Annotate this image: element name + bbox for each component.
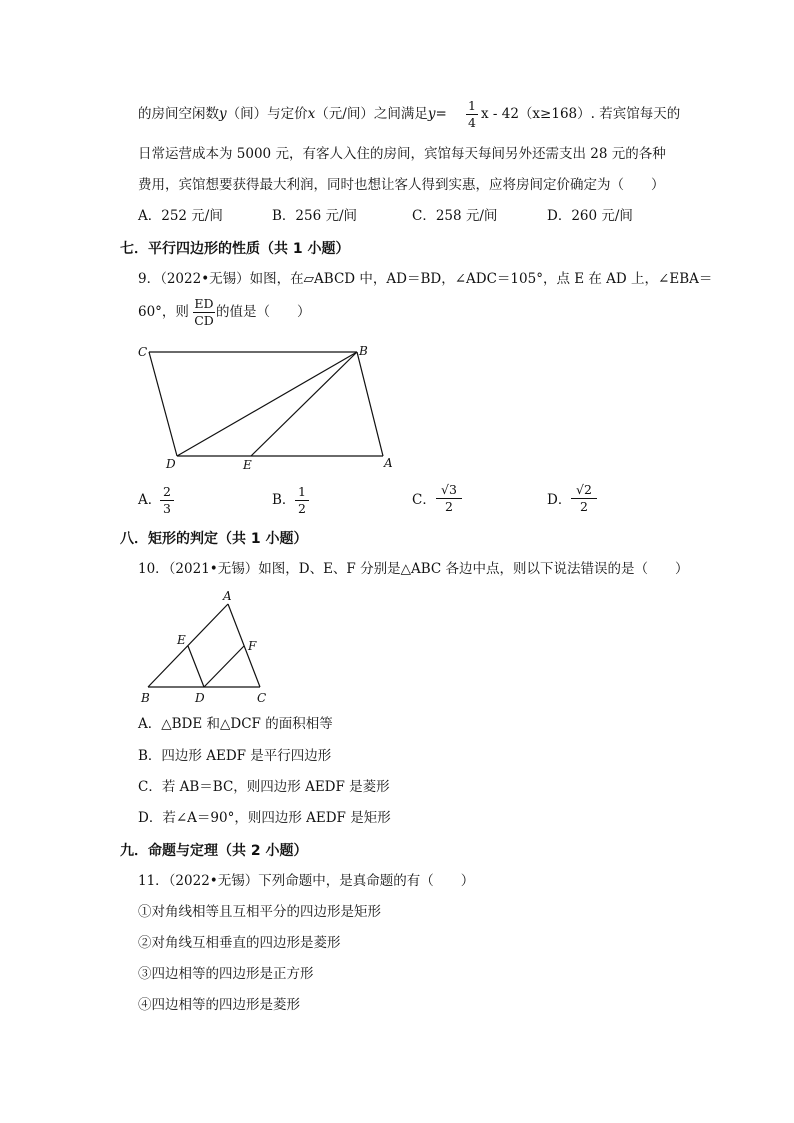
q8-option-a: A．252 元/间 bbox=[138, 208, 223, 224]
label-e: E bbox=[177, 633, 186, 647]
q9-option-b-frac bbox=[295, 486, 309, 515]
section-title-9: 九．命题与定理（共 2 小题） bbox=[120, 843, 308, 859]
section-title-7: 七．平行四边形的性质（共 1 小题） bbox=[120, 241, 350, 257]
q8-text-c: （元/间）之间满足 bbox=[315, 106, 428, 122]
q9-fraction bbox=[193, 298, 215, 327]
q9-option-a-frac bbox=[160, 486, 174, 515]
q8-line1 bbox=[138, 108, 447, 122]
q8-line3: 费用，宾馆想要获得最大利润，同时也想让客人得到实惠，应将房间定价确定为（ ） bbox=[138, 177, 665, 193]
q8-option-b: B．256 元/间 bbox=[272, 208, 358, 224]
label-a: A bbox=[223, 589, 232, 603]
q8-eq-rhs: x - 42（x≥168）. 若宾馆每天的 bbox=[481, 106, 681, 122]
eq-lhs: y= bbox=[427, 106, 447, 122]
q10-option-b: B．四边形 AEDF 是平行四边形 bbox=[138, 748, 332, 764]
q8-frac-num: 1 bbox=[466, 100, 478, 115]
q9-b-num: 1 bbox=[295, 486, 309, 501]
q8-line2: 日常运营成本为 5000 元，有客人入住的房间，宾馆每天每间另外还需支出 28 元的各种 bbox=[138, 146, 666, 162]
q8-text-b: （间）与定价 bbox=[226, 106, 308, 122]
q9-line1: 9．（2022•无锡）如图，在▱ABCD 中，AD＝BD，∠ADC＝105°，点 E 在 AD 上，∠EBA＝ bbox=[138, 271, 713, 287]
q9-parallelogram-figure bbox=[130, 338, 410, 474]
label-e: E bbox=[243, 458, 252, 472]
q9-b-den: 2 bbox=[298, 500, 306, 516]
q9-option-c-frac bbox=[436, 484, 462, 513]
q10-line1: 10．（2021•无锡）如图，D、E、F 分别是△ABC 各边中点，则以下说法错误的是（ ） bbox=[138, 561, 689, 577]
section-title-8: 八．矩形的判定（共 1 小题） bbox=[120, 531, 308, 547]
q8-option-d: D．260 元/间 bbox=[547, 208, 633, 224]
q11-line1: 11．（2022•无锡）下列命题中，是真命题的有（ ） bbox=[138, 873, 475, 889]
var-x: x bbox=[307, 106, 316, 122]
label-d: D bbox=[166, 457, 176, 471]
label-f: F bbox=[248, 639, 257, 653]
q11-item-4: ④四边相等的四边形是菱形 bbox=[138, 997, 300, 1013]
var-y: y bbox=[219, 106, 227, 122]
q9-a-num: 2 bbox=[160, 486, 174, 501]
q9-d-den: 2 bbox=[580, 498, 588, 514]
q9-c-den: 2 bbox=[445, 498, 453, 514]
q9-option-d-frac bbox=[571, 484, 597, 513]
q9-d-num: √2 bbox=[571, 484, 597, 499]
q11-item-2: ②对角线互相垂直的四边形是菱形 bbox=[138, 935, 341, 951]
q8-text-a: 的房间空闲数 bbox=[138, 106, 219, 122]
label-a: A bbox=[384, 456, 393, 470]
q8-fraction bbox=[466, 100, 478, 129]
q9-a-den: 3 bbox=[163, 500, 171, 516]
q11-item-3: ③四边相等的四边形是正方形 bbox=[138, 966, 314, 982]
q9-line2-a: 60°，则 bbox=[138, 304, 189, 320]
label-b: B bbox=[141, 691, 150, 705]
q9-option-a-letter: A． bbox=[138, 492, 162, 508]
q9-frac-num: ED bbox=[194, 296, 214, 311]
label-d: D bbox=[195, 691, 205, 705]
label-c: C bbox=[257, 691, 267, 705]
q11-item-1: ①对角线相等且互相平分的四边形是矩形 bbox=[138, 904, 381, 920]
q9-option-c-letter: C． bbox=[412, 492, 436, 508]
q9-line2-b: 的值是（ ） bbox=[216, 304, 311, 320]
q10-triangle-figure bbox=[136, 584, 282, 708]
label-c: C bbox=[138, 345, 148, 359]
q10-option-a: A．△BDE 和△DCF 的面积相等 bbox=[138, 716, 333, 732]
q9-option-b-letter: B． bbox=[272, 492, 296, 508]
label-b: B bbox=[359, 344, 368, 358]
q9-c-num: √3 bbox=[436, 484, 462, 499]
q8-option-c: C．258 元/间 bbox=[412, 208, 498, 224]
q9-option-d-letter: D． bbox=[547, 492, 572, 508]
q9-frac-den: CD bbox=[194, 312, 214, 328]
q10-option-d: D．若∠A＝90°，则四边形 AEDF 是矩形 bbox=[138, 810, 391, 826]
q8-frac-den: 4 bbox=[468, 114, 476, 130]
q10-option-c: C．若 AB＝BC，则四边形 AEDF 是菱形 bbox=[138, 779, 390, 795]
